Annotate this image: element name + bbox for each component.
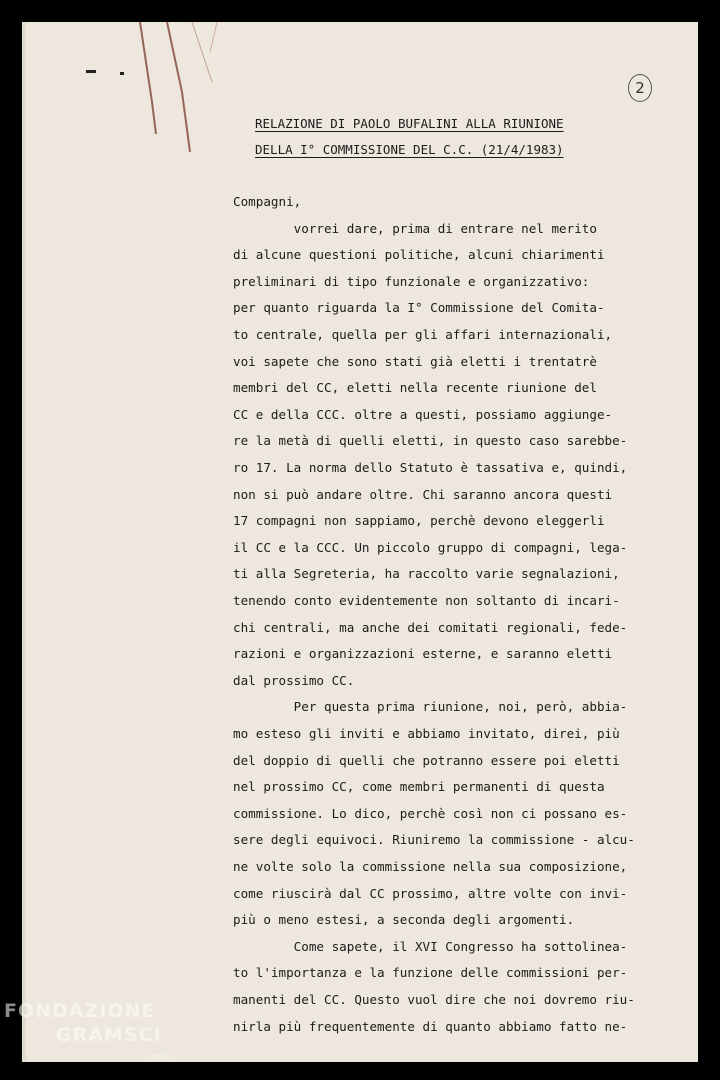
watermark-line-2: GRAMSCI	[56, 1024, 162, 1046]
body-line: per quanto riguarda la I° Commissione del Comita-	[233, 300, 605, 316]
body-line: chi centrali, ma anche dei comitati regionali, fede-	[233, 619, 628, 635]
body-line: to l'importanza e la funzione delle commissioni per-	[233, 965, 628, 981]
watermark-line-3: onlus	[149, 1052, 174, 1062]
body-line: Per questa prima riunione, noi, però, abbia-	[233, 699, 628, 715]
body-line: come riuscirà dal CC prossimo, altre volte con invi-	[233, 885, 628, 901]
body-line: vorrei dare, prima di entrare nel merito	[233, 220, 597, 236]
body-line: mo esteso gli inviti e abbiamo invitato, direi, più	[233, 726, 620, 741]
page-number-circle: 2	[628, 74, 652, 102]
document-page	[22, 22, 698, 1062]
paper-tear-streaks	[122, 22, 242, 172]
body-line: commissione. Lo dico, perchè così non ci possano es-	[233, 805, 628, 821]
body-line: ro 17. La norma dello Statuto è tassativa e, quindi,	[233, 460, 628, 475]
document-title-line-2: DELLA I° COMMISSIONE DEL C.C. (21/4/1983)	[255, 142, 564, 157]
body-line: di alcune questioni politiche, alcuni chiarimenti	[233, 247, 605, 263]
body-line: dal prossimo CC.	[233, 672, 355, 688]
body-line: più o meno estesi, a seconda degli argomenti.	[233, 912, 575, 928]
body-line: il CC e la CCC. Un piccolo gruppo di compagni, lega-	[233, 539, 628, 555]
body-line: sere degli equivoci. Riuniremo la commissione - alcu-	[233, 832, 635, 848]
watermark-line-1: FONDAZIONE	[4, 1000, 156, 1022]
page-edge-shadow	[22, 22, 26, 1062]
body-line: ne volte solo la commissione nella sua composizione,	[233, 859, 628, 874]
body-line: razioni e organizzazioni esterne, e saranno eletti	[233, 646, 613, 662]
body-line: Come sapete, il XVI Congresso ha sottolinea-	[233, 938, 628, 954]
body-line: membri del CC, eletti nella recente riunione del	[233, 380, 597, 396]
body-line: nel prossimo CC, come membri permanenti di questa	[233, 779, 605, 795]
body-line: preliminari di tipo funzionale e organizzativo:	[233, 273, 590, 289]
ink-speck	[86, 70, 96, 73]
body-line: del doppio di quelli che potranno essere poi eletti	[233, 752, 620, 768]
body-line: ti alla Segreteria, ha raccolto varie segnalazioni,	[233, 566, 620, 582]
body-line: tenendo conto evidentemente non soltanto di incari-	[233, 593, 620, 608]
body-line: voi sapete che sono stati già eletti i trentatrè	[233, 353, 597, 369]
body-line: to centrale, quella per gli affari internazionali,	[233, 327, 613, 342]
body-line: Compagni,	[233, 194, 302, 209]
archive-watermark	[4, 1000, 174, 1062]
body-line: CC e della CCC. oltre a questi, possiamo aggiunge-	[233, 406, 613, 422]
body-line: manenti del CC. Questo vuol dire che noi dovremo riu-	[233, 992, 635, 1007]
body-line: re la metà di quelli eletti, in questo caso sarebbe-	[233, 433, 628, 449]
body-line: nirla più frequentemente di quanto abbiamo fatto ne-	[233, 1018, 628, 1034]
ink-speck	[120, 72, 124, 75]
document-title-line-1: RELAZIONE DI PAOLO BUFALINI ALLA RIUNIONE	[255, 116, 564, 131]
body-line: non si può andare oltre. Chi saranno ancora questi	[233, 486, 613, 502]
body-line: 17 compagni non sappiamo, perchè devono eleggerli	[233, 513, 605, 529]
